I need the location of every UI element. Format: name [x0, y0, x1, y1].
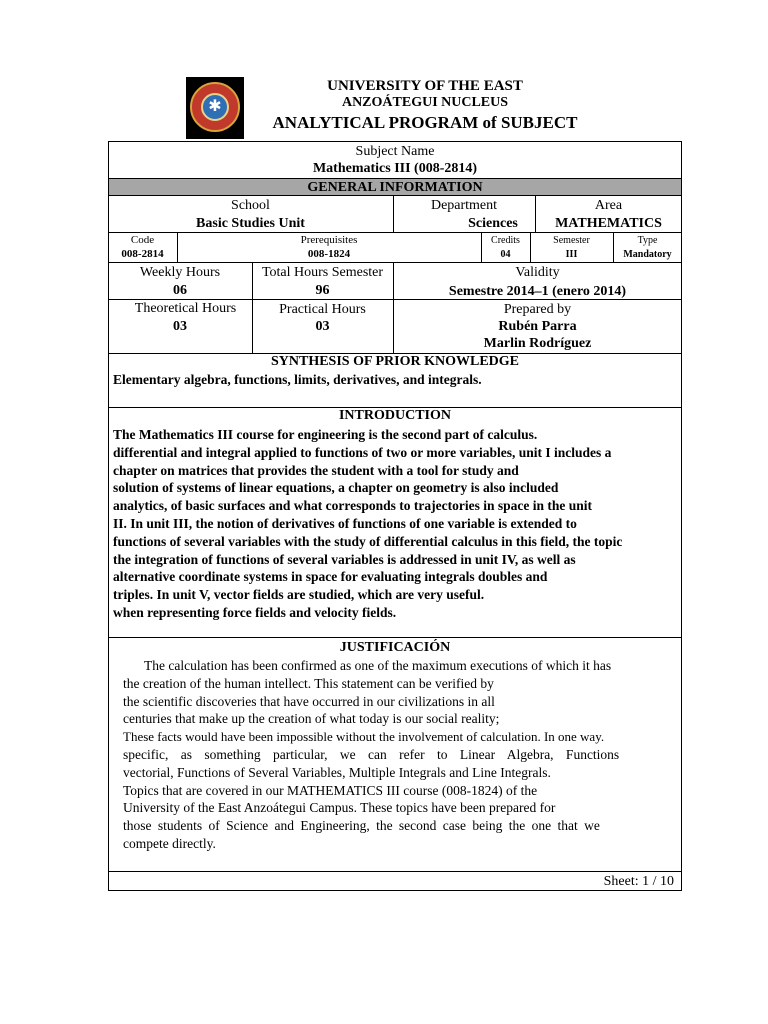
area-value: MATHEMATICS	[555, 216, 662, 231]
validity-value: Semestre 2014–1 (enero 2014)	[448, 284, 627, 299]
subject-label: Subject Name	[355, 144, 435, 159]
justification-line: Topics that are covered in our MATHEMATICS III course (008-1824) of the	[123, 782, 538, 798]
intro-line: chapter on matrices that provides the student with a tool for study and	[113, 462, 519, 478]
synthesis-title: SYNTHESIS OF PRIOR KNOWLEDGE	[270, 354, 520, 369]
justification-line: University of the East Anzoátegui Campus. These topics have been prepared for	[123, 800, 556, 816]
justification-line: those students of Science and Engineering, the second case being the one that we	[123, 818, 600, 834]
intro-line: analytics, of basic surfaces and what corresponds to trajectories in space in the unit	[113, 498, 592, 514]
justification-line: the scientific discoveries that have occurred in our civilizations in all	[123, 693, 495, 709]
total-hours-value: 96	[315, 283, 330, 298]
validity-label: Validity	[515, 265, 560, 280]
synthesis-text	[113, 371, 683, 389]
preparer-name: Rubén Parra	[498, 319, 577, 334]
intro-line: differential and integral applied to functions of two or more variables, unit I includes a	[113, 444, 612, 460]
intro-line: solution of systems of linear equations, a chapter on geometry is also included	[113, 480, 559, 496]
intro-line: The Mathematics III course for engineering is the second part of calculus.	[113, 427, 538, 442]
preparer-name: Marlin Rodríguez	[483, 336, 592, 351]
justification-line: the creation of the human intellect. This statement can be verified by	[123, 675, 494, 691]
justification-text	[123, 657, 685, 853]
intro-line: II. In unit III, the notion of derivatives of functions of one variable is extended to	[113, 515, 577, 531]
general-info-title: GENERAL INFORMATION	[307, 180, 483, 195]
school-value: Basic Studies Unit	[196, 216, 305, 231]
department-value: Sciences	[468, 216, 518, 231]
prepared-by-label: Prepared by	[503, 302, 572, 317]
justification-line: centuries that make up the creation of what today is our social reality;	[123, 711, 500, 727]
document-title: ANALYTICAL PROGRAM of SUBJECT	[272, 113, 578, 132]
intro-line: triples. In unit V, vector fields are studied, which are very useful.	[113, 587, 485, 603]
subject-value: Mathematics III (008-2814)	[312, 161, 478, 176]
justification-line: vectorial, Functions of Several Variables, Multiple Integrals and Line Integrals.	[123, 764, 551, 780]
prerequisites-label: Prerequisites	[300, 234, 358, 246]
university-seal-logo: ✱	[186, 77, 244, 139]
area-label: Area	[594, 198, 623, 213]
code-label: Code	[130, 234, 155, 246]
weekly-hours-label: Weekly Hours	[139, 265, 221, 280]
prerequisites-value: 008-1824	[307, 248, 351, 260]
justification-line: compete directly.	[123, 835, 216, 851]
total-hours-label: Total Hours Semester	[261, 265, 384, 280]
university-name: UNIVERSITY OF THE EAST	[327, 78, 523, 94]
theoretical-hours-value: 03	[173, 319, 187, 334]
justification-line: specific, as something particular, we can refer to Linear Algebra, Functions	[123, 746, 620, 762]
justification-line: The calculation has been confirmed as one of the maximum executions of which it has	[144, 658, 612, 673]
introduction-title: INTRODUCTION	[338, 408, 451, 423]
theoretical-hours-label: Theoretical Hours	[134, 301, 237, 316]
introduction-text	[113, 426, 683, 622]
weekly-hours-value: 06	[173, 283, 187, 298]
type-label: Type	[637, 235, 658, 246]
semester-label: Semester	[553, 235, 590, 246]
credits-value: 04	[500, 249, 511, 260]
intro-line: functions of several variables with the study of differential calculus in this field, the topic	[113, 533, 623, 549]
department-label: Department	[430, 198, 498, 213]
school-label: School	[231, 198, 270, 213]
type-value: Mandatory	[623, 249, 672, 260]
justification-title: JUSTIFICACIÓN	[339, 640, 451, 655]
practical-hours-label: Practical Hours	[279, 302, 366, 317]
code-value: 008-2814	[121, 248, 164, 260]
intro-line: alternative coordinate systems in space for evaluating integrals doubles and	[113, 569, 548, 585]
practical-hours-value: 03	[315, 319, 330, 334]
intro-line: when representing force fields and velocity fields.	[113, 604, 397, 620]
credits-label: Credits	[491, 235, 520, 246]
semester-value: III	[565, 249, 578, 260]
nucleus-name: ANZOÁTEGUI NUCLEUS	[341, 95, 509, 110]
synthesis-line: Elementary algebra, functions, limits, derivatives, and integrals.	[113, 372, 482, 387]
sheet-number: Sheet: 1 / 10	[603, 874, 674, 889]
justification-line: These facts would have been impossible without the involvement of calculation. In one way.	[123, 729, 605, 745]
intro-line: the integration of functions of several variables is addressed in unit IV, as well as	[113, 551, 576, 567]
